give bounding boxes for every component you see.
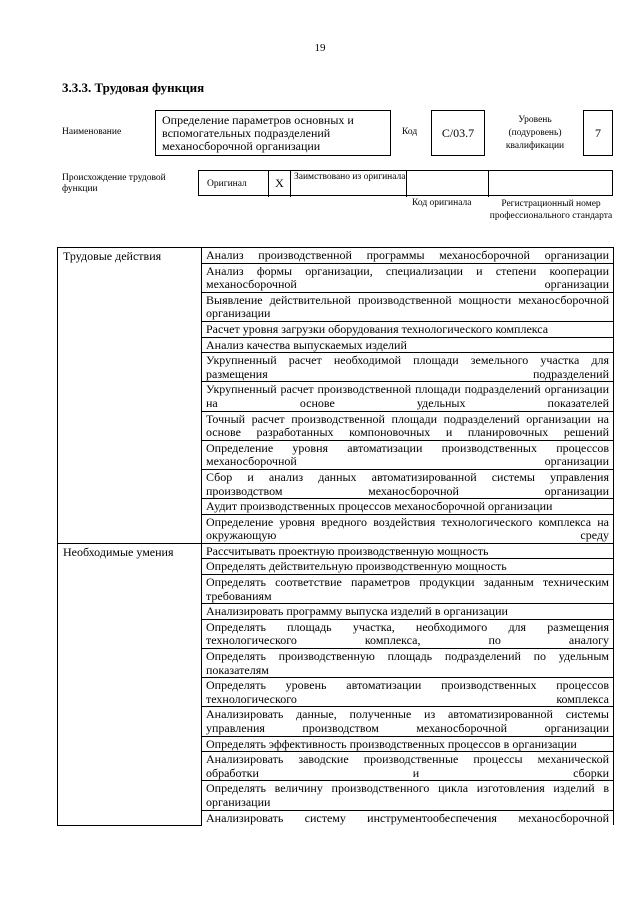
skill-item: Определять соответствие параметров продукции заданным техническим требованиям (202, 575, 614, 604)
skill-item: Анализировать систему инструментообеспечения механосборочной (202, 810, 614, 825)
table-row (58, 543, 614, 559)
original-mark-cell (269, 171, 291, 197)
code-label: Код (402, 127, 418, 137)
code-value: C/03.7 (441, 125, 475, 140)
labor-action-item: Укрупненный расчет необходимой площади земельного участка для размещения подразделений (202, 353, 614, 382)
level-label: Уровень (подуровень) квалификации (505, 115, 565, 151)
function-name-box (155, 110, 391, 156)
labor-action-item: Аудит производственных процессов механосборочной организации (202, 499, 614, 515)
skill-item: Определять величину производственного цикла изготовления изделий в организации (202, 781, 614, 810)
labor-action-item: Анализ формы организации, специализации и степени кооперации механосборочной организации (202, 263, 614, 292)
code-original-label: Код оригинала (412, 198, 472, 208)
borrowed-label: Заимствовано из оригинала (294, 172, 406, 182)
code-box (431, 110, 485, 156)
section-heading: 3.3.3. Трудовая функция (62, 80, 205, 95)
origin-label: Происхождение трудовой функции (62, 173, 166, 194)
labor-action-item: Анализ производственной программы механосборочной организации (202, 248, 614, 264)
skill-item: Определять действительную производственную мощность (202, 559, 614, 575)
borrowed-cell (291, 171, 407, 197)
skill-item: Анализировать заводские производственные процессы механической обработки и сборки (202, 752, 614, 781)
skill-item: Определять производственную площадь подразделений по удельным показателям (202, 649, 614, 678)
name-label: Наименование (62, 127, 122, 137)
labor-action-item: Расчет уровня загрузки оборудования технологического комплекса (202, 321, 614, 337)
origin-row (198, 170, 613, 196)
labor-action-item: Точный расчет производственной площади подразделений организации на основе разработанных компоновочных и планировочных решений (202, 411, 614, 440)
labor-action-item: Укрупненный расчет производственной площади подразделений организации на основе удельных показателей (202, 382, 614, 411)
labor-action-item: Сбор и анализ данных автоматизированной системы управления производством механосборочной организации (202, 469, 614, 498)
original-mark: X (275, 176, 284, 190)
labor-action-item: Определение уровня автоматизации производственных процессов механосборочной организации (202, 440, 614, 469)
skill-item: Анализировать данные, полученные из автоматизированной системы управления производством механосборочной организации (202, 707, 614, 736)
original-cell (199, 171, 269, 197)
reg-number-label: Регистрационный номер профессионального стандарта (489, 199, 613, 221)
skill-item: Рассчитывать проектную производственную мощность (202, 543, 614, 559)
level-box (583, 110, 613, 156)
page-number: 19 (314, 42, 326, 54)
labor-action-item: Выявление действительной производственной мощности механосборочной организации (202, 292, 614, 321)
skill-item: Определять площадь участка, необходимого для размещения технологического комплекса, по аналогу (202, 619, 614, 648)
skill-item: Определять уровень автоматизации производственных процессов технологического комплекса (202, 678, 614, 707)
function-name-value: Определение параметров основных и вспомогательных подразделений механосборочной организации (162, 113, 354, 153)
skill-item: Определять эффективность производственных процессов в организации (202, 736, 614, 752)
skill-item: Анализировать программу выпуска изделий в организации (202, 604, 614, 620)
skills-label: Необходимые умения (58, 543, 202, 825)
code-original-cell (407, 171, 489, 197)
level-value: 7 (595, 125, 601, 140)
function-table (57, 247, 614, 826)
labor-action-item: Анализ качества выпускаемых изделий (202, 337, 614, 353)
labor-actions-label: Трудовые действия (58, 248, 202, 544)
original-label: Оригинал (207, 179, 247, 189)
table-row (58, 248, 614, 264)
labor-action-item: Определение уровня вредного воздействия технологического комплекса на окружающую среду (202, 514, 614, 543)
